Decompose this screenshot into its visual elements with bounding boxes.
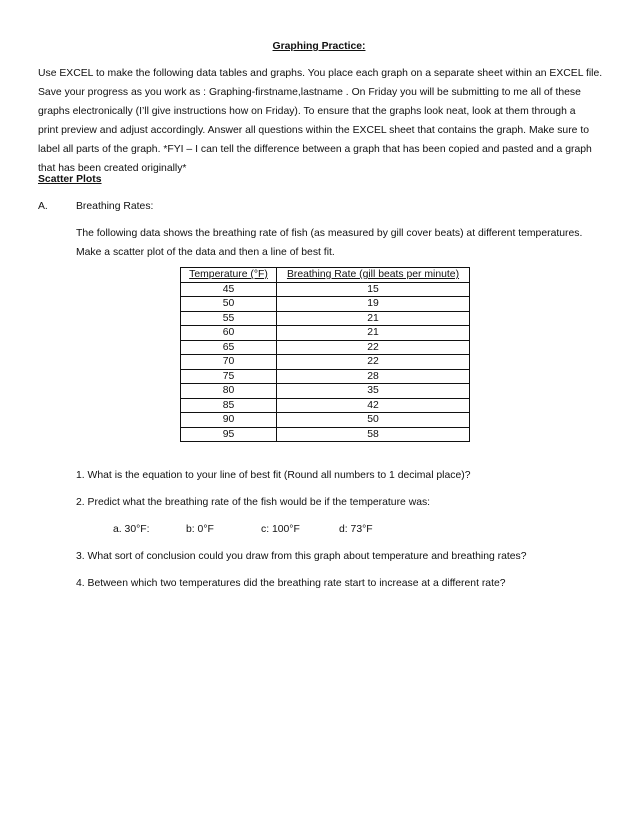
cell-temperature: 90	[181, 413, 277, 428]
data-table	[180, 267, 470, 442]
option-d: d: 73°F	[339, 524, 373, 535]
cell-breathing-rate: 22	[277, 340, 470, 355]
table-header-row	[181, 268, 470, 283]
cell-breathing-rate: 50	[277, 413, 470, 428]
intro-line: Save your progress as you work as : Graphing-firstname,lastname . On Friday you will be submitting to me all of these	[38, 87, 581, 98]
header-temperature: Temperature (°F)	[181, 268, 277, 283]
cell-temperature: 65	[181, 340, 277, 355]
intro-line: that has been created originally*	[38, 163, 187, 174]
page-title: Graphing Practice:	[272, 41, 366, 52]
question-4: 4. Between which two temperatures did the breathing rate start to increase at a different rate?	[76, 578, 506, 589]
cell-temperature: 70	[181, 355, 277, 370]
cell-temperature: 60	[181, 326, 277, 341]
cell-breathing-rate: 35	[277, 384, 470, 399]
intro-paragraph	[38, 64, 604, 178]
table-row	[181, 427, 470, 442]
item-description	[76, 224, 606, 262]
table-row	[181, 297, 470, 312]
description-line: Make a scatter plot of the data and then a line of best fit.	[76, 247, 335, 258]
cell-temperature: 55	[181, 311, 277, 326]
cell-breathing-rate: 58	[277, 427, 470, 442]
intro-line: label all parts of the graph. *FYI – I can tell the difference between a graph that has been copied and pasted and a graph	[38, 144, 592, 155]
cell-temperature: 85	[181, 398, 277, 413]
description-line: The following data shows the breathing rate of fish (as measured by gill cover beats) at different temperatures.	[76, 228, 583, 239]
option-b: b: 0°F	[186, 524, 214, 535]
table-row	[181, 398, 470, 413]
table-row	[181, 326, 470, 341]
table-row	[181, 340, 470, 355]
option-a: a. 30°F:	[113, 524, 150, 535]
table-row	[181, 355, 470, 370]
cell-temperature: 45	[181, 282, 277, 297]
intro-line: Use EXCEL to make the following data tables and graphs. You place each graph on a separate sheet within an EXCEL file.	[38, 68, 603, 79]
table-row	[181, 384, 470, 399]
header-breathing-rate: Breathing Rate (gill beats per minute)	[277, 268, 470, 283]
intro-line: graphs electronically (I’ll give instructions how on Friday). To ensure that the graphs look neat, look at them through a	[38, 106, 576, 117]
cell-breathing-rate: 22	[277, 355, 470, 370]
cell-temperature: 75	[181, 369, 277, 384]
table-row	[181, 369, 470, 384]
item-letter: A.	[38, 201, 48, 212]
section-heading: Scatter Plots	[38, 174, 102, 185]
cell-breathing-rate: 28	[277, 369, 470, 384]
question-3: 3. What sort of conclusion could you draw from this graph about temperature and breathing rates?	[76, 551, 527, 562]
cell-breathing-rate: 21	[277, 311, 470, 326]
cell-temperature: 50	[181, 297, 277, 312]
cell-temperature: 95	[181, 427, 277, 442]
cell-breathing-rate: 21	[277, 326, 470, 341]
cell-breathing-rate: 42	[277, 398, 470, 413]
table-row	[181, 413, 470, 428]
question-2: 2. Predict what the breathing rate of the fish would be if the temperature was:	[76, 497, 431, 508]
cell-breathing-rate: 15	[277, 282, 470, 297]
cell-breathing-rate: 19	[277, 297, 470, 312]
question-1: 1. What is the equation to your line of best fit (Round all numbers to 1 decimal place)?	[76, 470, 471, 481]
cell-temperature: 80	[181, 384, 277, 399]
table-row	[181, 311, 470, 326]
table-row	[181, 282, 470, 297]
intro-line: print preview and adjust accordingly. Answer all questions within the EXCEL sheet that contains the graph. Make sure to	[38, 125, 590, 136]
item-title: Breathing Rates:	[76, 201, 154, 212]
option-c: c: 100°F	[261, 524, 300, 535]
